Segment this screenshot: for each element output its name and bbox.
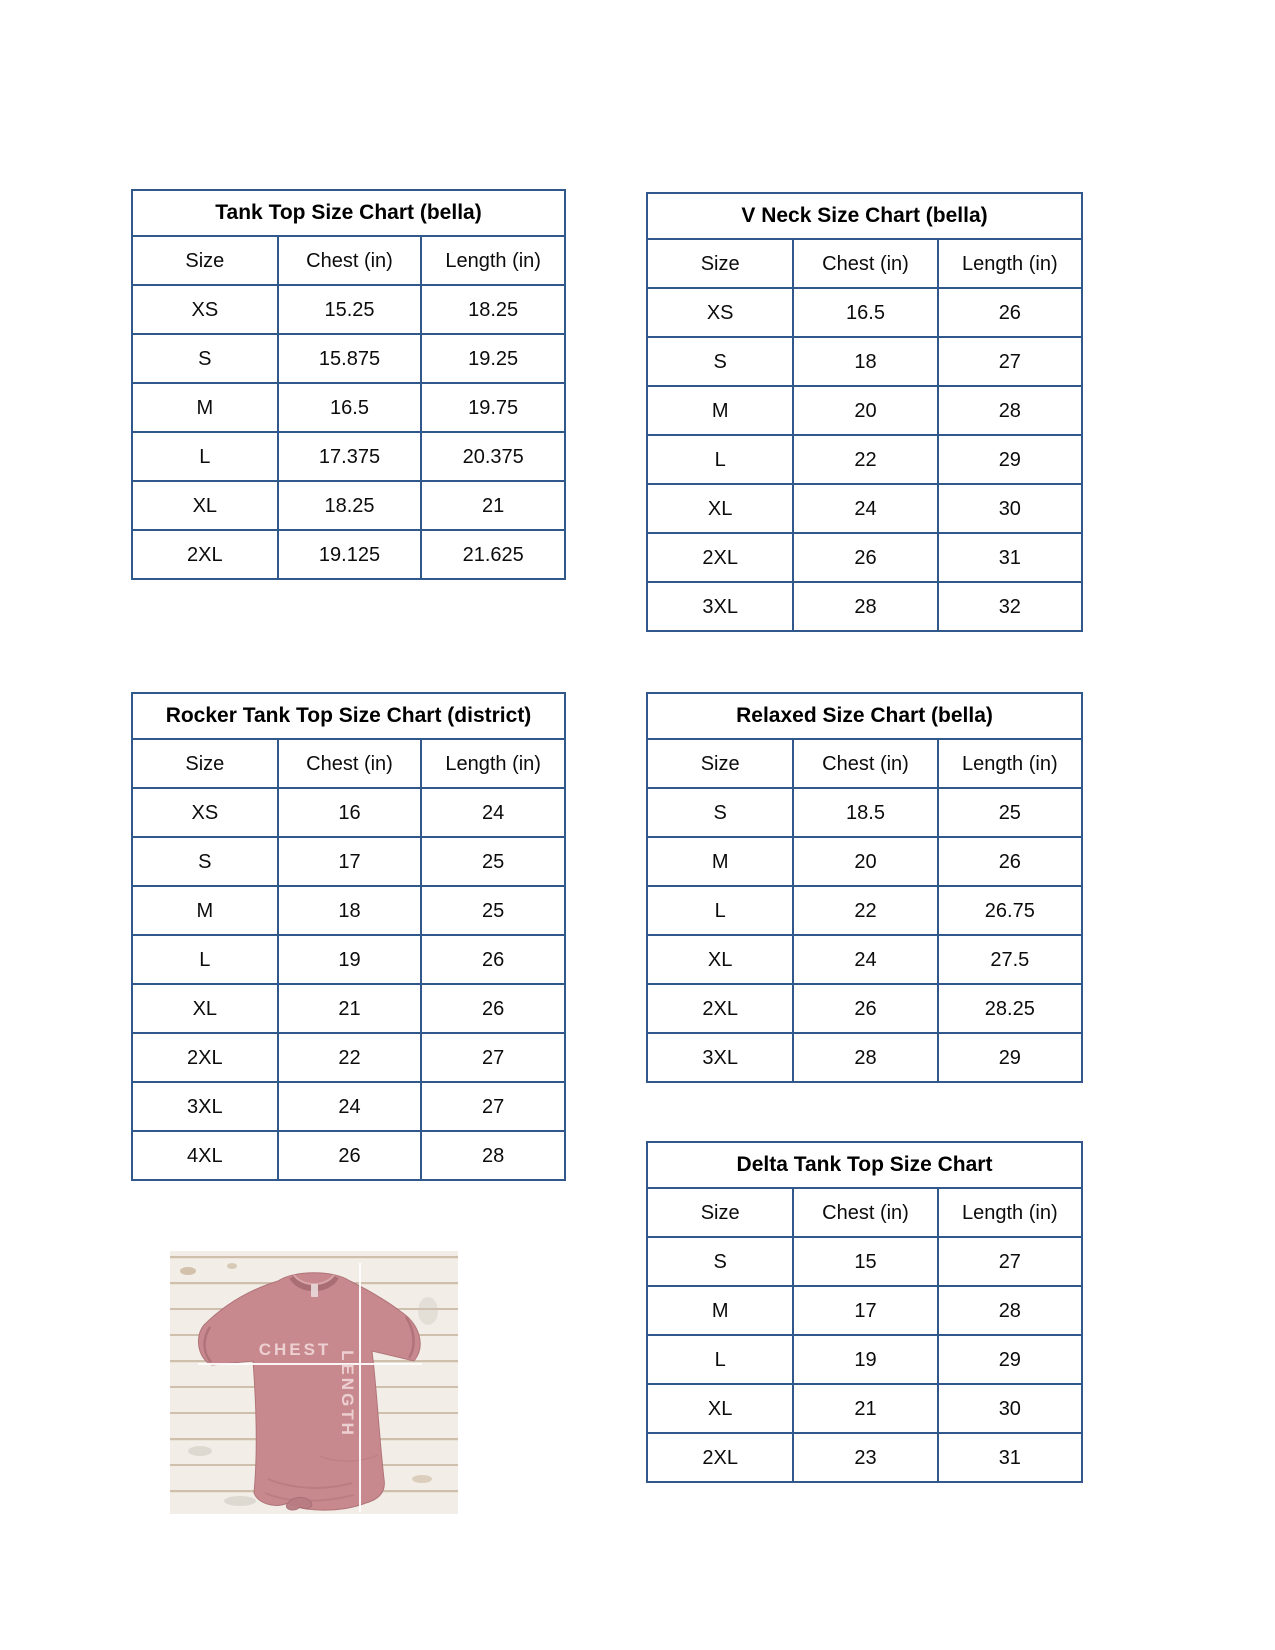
- rocker-tank-top-size-chart-row-m-size: M: [133, 885, 277, 934]
- delta-tank-top-size-chart-row-m-chest-in: 17: [792, 1285, 936, 1334]
- tank-top-size-chart-row-2xl-length-in: 21.625: [420, 529, 564, 578]
- tank-top-size-chart-row-2xl: [133, 529, 564, 578]
- v-neck-size-chart-row-s: [648, 336, 1081, 385]
- relaxed-size-chart-row-m: [648, 836, 1081, 885]
- relaxed-size-chart-row-l-chest-in: 22: [792, 885, 936, 934]
- v-neck-size-chart-header-row: [648, 238, 1081, 287]
- v-neck-size-chart-row-3xl: [648, 581, 1081, 630]
- rocker-tank-top-size-chart-row-s-size: S: [133, 836, 277, 885]
- delta-tank-top-size-chart-row-2xl-size: 2XL: [648, 1432, 792, 1481]
- rocker-tank-top-size-chart-table: [131, 692, 566, 1181]
- relaxed-size-chart-row-s-chest-in: 18.5: [792, 787, 936, 836]
- tank-top-size-chart-row-l: [133, 431, 564, 480]
- v-neck-size-chart-row-xl-length-in: 30: [937, 483, 1081, 532]
- v-neck-size-chart-row-2xl-size: 2XL: [648, 532, 792, 581]
- v-neck-size-chart-row-xs-length-in: 26: [937, 287, 1081, 336]
- delta-tank-top-size-chart-row-s-length-in: 27: [937, 1236, 1081, 1285]
- v-neck-size-chart-row-l-size: L: [648, 434, 792, 483]
- delta-tank-top-size-chart-header-chest-in: Chest (in): [792, 1187, 936, 1236]
- rocker-tank-top-size-chart-header-size: Size: [133, 738, 277, 787]
- rocker-tank-top-size-chart-row-3xl-length-in: 27: [420, 1081, 564, 1130]
- rocker-tank-top-size-chart-row-3xl-chest-in: 24: [277, 1081, 421, 1130]
- tank-top-size-chart-row-m-length-in: 19.75: [420, 382, 564, 431]
- relaxed-size-chart-table: [646, 692, 1083, 1083]
- relaxed-size-chart-row-l-size: L: [648, 885, 792, 934]
- relaxed-size-chart-row-m-length-in: 26: [937, 836, 1081, 885]
- rocker-tank-top-size-chart-row-3xl-size: 3XL: [133, 1081, 277, 1130]
- tshirt-measurement-photo: [170, 1251, 458, 1514]
- rocker-tank-top-size-chart-row-s-chest-in: 17: [277, 836, 421, 885]
- delta-tank-top-size-chart-row-2xl-chest-in: 23: [792, 1432, 936, 1481]
- tank-top-size-chart-row-l-chest-in: 17.375: [277, 431, 421, 480]
- rocker-tank-top-size-chart-header-row: [133, 738, 564, 787]
- delta-tank-top-size-chart-row-xl-size: XL: [648, 1383, 792, 1432]
- delta-tank-top-size-chart-header-length-in: Length (in): [937, 1187, 1081, 1236]
- delta-tank-top-size-chart-row-m: [648, 1285, 1081, 1334]
- v-neck-size-chart-row-2xl: [648, 532, 1081, 581]
- relaxed-size-chart-row-m-chest-in: 20: [792, 836, 936, 885]
- tank-top-size-chart-row-m-chest-in: 16.5: [277, 382, 421, 431]
- v-neck-size-chart-row-xs-chest-in: 16.5: [792, 287, 936, 336]
- rocker-tank-top-size-chart-row-xs-chest-in: 16: [277, 787, 421, 836]
- v-neck-size-chart-row-3xl-chest-in: 28: [792, 581, 936, 630]
- v-neck-size-chart-row-3xl-size: 3XL: [648, 581, 792, 630]
- rocker-tank-top-size-chart-row-3xl: [133, 1081, 564, 1130]
- relaxed-size-chart-row-2xl-length-in: 28.25: [937, 983, 1081, 1032]
- rocker-tank-top-size-chart-row-2xl-chest-in: 22: [277, 1032, 421, 1081]
- v-neck-size-chart-row-2xl-chest-in: 26: [792, 532, 936, 581]
- relaxed-size-chart-row-m-size: M: [648, 836, 792, 885]
- rocker-tank-top-size-chart-row-l-length-in: 26: [420, 934, 564, 983]
- relaxed-size-chart-row-xl-chest-in: 24: [792, 934, 936, 983]
- delta-tank-top-size-chart-header-row: [648, 1187, 1081, 1236]
- delta-tank-top-size-chart-row-l-size: L: [648, 1334, 792, 1383]
- relaxed-size-chart-header-chest-in: Chest (in): [792, 738, 936, 787]
- delta-tank-top-size-chart-row-xl: [648, 1383, 1081, 1432]
- relaxed-size-chart-row-2xl-size: 2XL: [648, 983, 792, 1032]
- delta-tank-top-size-chart-row-s-chest-in: 15: [792, 1236, 936, 1285]
- v-neck-size-chart-row-m-chest-in: 20: [792, 385, 936, 434]
- tank-top-size-chart-row-xs-length-in: 18.25: [420, 284, 564, 333]
- v-neck-size-chart-row-l-length-in: 29: [937, 434, 1081, 483]
- rocker-tank-top-size-chart-header-chest-in: Chest (in): [277, 738, 421, 787]
- relaxed-size-chart-row-l-length-in: 26.75: [937, 885, 1081, 934]
- rocker-tank-top-size-chart-row-xs-size: XS: [133, 787, 277, 836]
- v-neck-size-chart-table: [646, 192, 1083, 632]
- rocker-tank-top-size-chart-row-4xl-size: 4XL: [133, 1130, 277, 1179]
- relaxed-size-chart-header-length-in: Length (in): [937, 738, 1081, 787]
- v-neck-size-chart-row-s-chest-in: 18: [792, 336, 936, 385]
- v-neck-size-chart-row-xl-chest-in: 24: [792, 483, 936, 532]
- relaxed-size-chart-row-2xl-chest-in: 26: [792, 983, 936, 1032]
- v-neck-size-chart-header-length-in: Length (in): [937, 238, 1081, 287]
- relaxed-size-chart-row-2xl: [648, 983, 1081, 1032]
- relaxed-size-chart-row-3xl: [648, 1032, 1081, 1081]
- delta-tank-top-size-chart-row-l: [648, 1334, 1081, 1383]
- delta-tank-top-size-chart-row-l-length-in: 29: [937, 1334, 1081, 1383]
- relaxed-size-chart-title: Relaxed Size Chart (bella): [736, 704, 993, 727]
- length-measure-label: LENGTH: [338, 1350, 357, 1438]
- rocker-tank-top-size-chart-row-4xl-chest-in: 26: [277, 1130, 421, 1179]
- tank-top-size-chart-row-s-size: S: [133, 333, 277, 382]
- relaxed-size-chart-row-3xl-length-in: 29: [937, 1032, 1081, 1081]
- relaxed-size-chart-row-s: [648, 787, 1081, 836]
- rocker-tank-top-size-chart-row-s-length-in: 25: [420, 836, 564, 885]
- relaxed-size-chart-row-xl-length-in: 27.5: [937, 934, 1081, 983]
- rocker-tank-top-size-chart-row-2xl: [133, 1032, 564, 1081]
- v-neck-size-chart-header-size: Size: [648, 238, 792, 287]
- v-neck-size-chart-title: V Neck Size Chart (bella): [741, 204, 988, 227]
- v-neck-size-chart-row-l-chest-in: 22: [792, 434, 936, 483]
- rocker-tank-top-size-chart-row-4xl: [133, 1130, 564, 1179]
- v-neck-size-chart-row-m-size: M: [648, 385, 792, 434]
- tank-top-size-chart-row-s-length-in: 19.25: [420, 333, 564, 382]
- rocker-tank-top-size-chart-row-l-size: L: [133, 934, 277, 983]
- rocker-tank-top-size-chart-row-l: [133, 934, 564, 983]
- tank-top-size-chart-row-s-chest-in: 15.875: [277, 333, 421, 382]
- v-neck-size-chart-row-s-size: S: [648, 336, 792, 385]
- v-neck-size-chart-row-xl: [648, 483, 1081, 532]
- rocker-tank-top-size-chart-row-m-chest-in: 18: [277, 885, 421, 934]
- tank-top-size-chart-row-xs-chest-in: 15.25: [277, 284, 421, 333]
- delta-tank-top-size-chart-row-xl-chest-in: 21: [792, 1383, 936, 1432]
- delta-tank-top-size-chart-table: [646, 1141, 1083, 1483]
- relaxed-size-chart-row-xl: [648, 934, 1081, 983]
- relaxed-size-chart-row-s-size: S: [648, 787, 792, 836]
- rocker-tank-top-size-chart-row-xl-length-in: 26: [420, 983, 564, 1032]
- relaxed-size-chart-row-3xl-size: 3XL: [648, 1032, 792, 1081]
- v-neck-size-chart-row-s-length-in: 27: [937, 336, 1081, 385]
- tank-top-size-chart-table: [131, 189, 566, 580]
- rocker-tank-top-size-chart-row-l-chest-in: 19: [277, 934, 421, 983]
- delta-tank-top-size-chart-row-2xl: [648, 1432, 1081, 1481]
- relaxed-size-chart-header-row: [648, 738, 1081, 787]
- relaxed-size-chart-row-l: [648, 885, 1081, 934]
- rocker-tank-top-size-chart-header-length-in: Length (in): [420, 738, 564, 787]
- v-neck-size-chart-row-xs: [648, 287, 1081, 336]
- tank-top-size-chart-row-xl-length-in: 21: [420, 480, 564, 529]
- delta-tank-top-size-chart-row-xl-length-in: 30: [937, 1383, 1081, 1432]
- v-neck-size-chart-row-2xl-length-in: 31: [937, 532, 1081, 581]
- tank-top-size-chart-row-m-size: M: [133, 382, 277, 431]
- delta-tank-top-size-chart-row-2xl-length-in: 31: [937, 1432, 1081, 1481]
- relaxed-size-chart-row-xl-size: XL: [648, 934, 792, 983]
- rocker-tank-top-size-chart-row-s: [133, 836, 564, 885]
- tank-top-size-chart-row-xl-size: XL: [133, 480, 277, 529]
- tank-top-size-chart-header-length-in: Length (in): [420, 235, 564, 284]
- tank-top-size-chart-row-xs-size: XS: [133, 284, 277, 333]
- tank-top-size-chart-title: Tank Top Size Chart (bella): [215, 201, 482, 224]
- v-neck-size-chart-row-3xl-length-in: 32: [937, 581, 1081, 630]
- delta-tank-top-size-chart-row-l-chest-in: 19: [792, 1334, 936, 1383]
- relaxed-size-chart-header-size: Size: [648, 738, 792, 787]
- rocker-tank-top-size-chart-row-2xl-size: 2XL: [133, 1032, 277, 1081]
- v-neck-size-chart-row-m-length-in: 28: [937, 385, 1081, 434]
- tank-top-size-chart-row-2xl-chest-in: 19.125: [277, 529, 421, 578]
- v-neck-size-chart-row-l: [648, 434, 1081, 483]
- tank-top-size-chart-row-m: [133, 382, 564, 431]
- delta-tank-top-size-chart-row-s-size: S: [648, 1236, 792, 1285]
- relaxed-size-chart-row-s-length-in: 25: [937, 787, 1081, 836]
- delta-tank-top-size-chart-row-m-size: M: [648, 1285, 792, 1334]
- rocker-tank-top-size-chart-row-xl-size: XL: [133, 983, 277, 1032]
- rocker-tank-top-size-chart-row-xl: [133, 983, 564, 1032]
- rocker-tank-top-size-chart-row-m-length-in: 25: [420, 885, 564, 934]
- tank-top-size-chart-row-2xl-size: 2XL: [133, 529, 277, 578]
- rocker-tank-top-size-chart-row-2xl-length-in: 27: [420, 1032, 564, 1081]
- v-neck-size-chart-row-xl-size: XL: [648, 483, 792, 532]
- delta-tank-top-size-chart-header-size: Size: [648, 1187, 792, 1236]
- tank-top-size-chart-row-s: [133, 333, 564, 382]
- v-neck-size-chart-row-m: [648, 385, 1081, 434]
- rocker-tank-top-size-chart-row-xs-length-in: 24: [420, 787, 564, 836]
- rocker-tank-top-size-chart-row-m: [133, 885, 564, 934]
- relaxed-size-chart-row-3xl-chest-in: 28: [792, 1032, 936, 1081]
- tank-top-size-chart-row-xs: [133, 284, 564, 333]
- delta-tank-top-size-chart-row-m-length-in: 28: [937, 1285, 1081, 1334]
- tank-top-size-chart-row-l-length-in: 20.375: [420, 431, 564, 480]
- v-neck-size-chart-header-chest-in: Chest (in): [792, 238, 936, 287]
- delta-tank-top-size-chart-row-s: [648, 1236, 1081, 1285]
- rocker-tank-top-size-chart-row-xl-chest-in: 21: [277, 983, 421, 1032]
- tank-top-size-chart-header-row: [133, 235, 564, 284]
- chest-measure-label: CHEST: [258, 1340, 332, 1359]
- rocker-tank-top-size-chart-title: Rocker Tank Top Size Chart (district): [165, 704, 532, 727]
- rocker-tank-top-size-chart-row-xs: [133, 787, 564, 836]
- tank-top-size-chart-header-chest-in: Chest (in): [277, 235, 421, 284]
- v-neck-size-chart-row-xs-size: XS: [648, 287, 792, 336]
- tank-top-size-chart-row-xl-chest-in: 18.25: [277, 480, 421, 529]
- delta-tank-top-size-chart-title: Delta Tank Top Size Chart: [736, 1153, 993, 1176]
- tank-top-size-chart-row-xl: [133, 480, 564, 529]
- tank-top-size-chart-row-l-size: L: [133, 431, 277, 480]
- tank-top-size-chart-header-size: Size: [133, 235, 277, 284]
- rocker-tank-top-size-chart-row-4xl-length-in: 28: [420, 1130, 564, 1179]
